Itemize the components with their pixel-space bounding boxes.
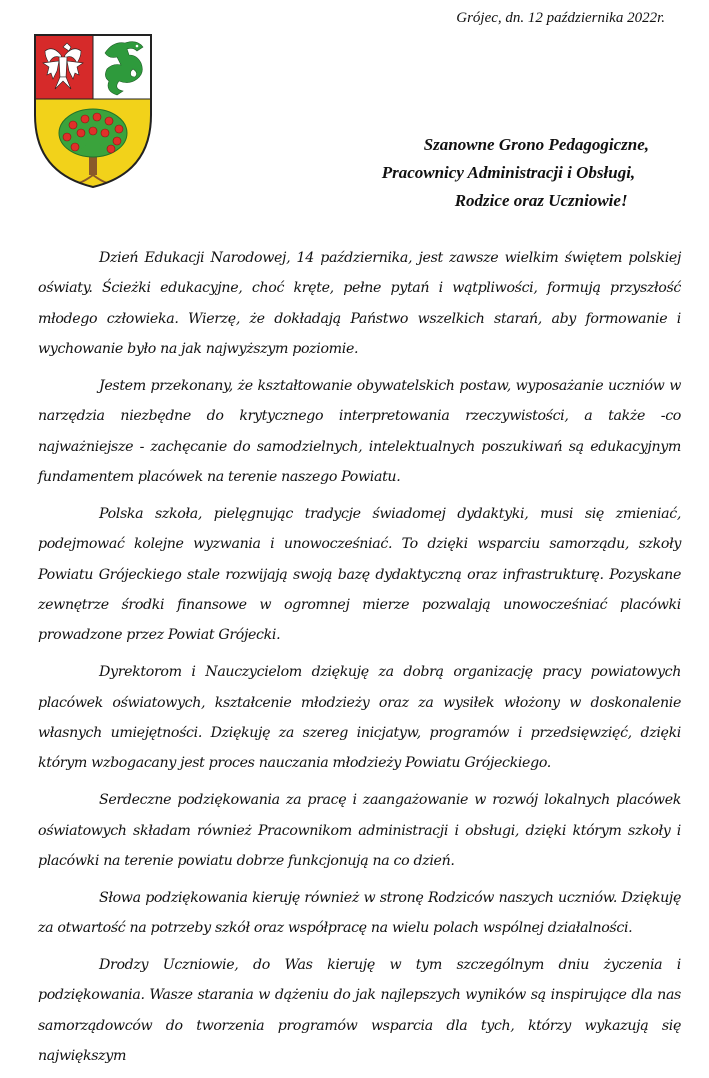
paragraph: Serdeczne podziękowania za pracę i zaangażowanie w rozwój lokalnych placówek oświatowych składam również Pracownikom administracji i obsługi, dzięki którym szkoły i placówki na terenie powiatu dobrze funkcjonują na co dzień. (38, 792, 681, 869)
paragraph: Dyrektorom i Nauczycielom dziękuję za dobrą organizację pracy powiatowych placówek oświatowych, kształcenie młodzieży oraz za wysiłek włożony w doskonalenie własnych umiejętności. Dziękuję za szereg inicjatyw, programów i przedsięwzięć, dzięki którym wzbogacany jest proces nauczania młodzieży Powiatu Grójeckiego. (38, 664, 681, 772)
greeting-line-3: Rodzice oraz Uczniowie! (454, 191, 628, 210)
paragraph: Słowa podziękowania kieruję również w stronę Rodziców naszych uczniów. Dziękuję za otwartość na potrzeby szkół oraz współpracę na wielu polach wspólnej działalności. (38, 889, 681, 937)
paragraph: Jestem przekonany, że kształtowanie obywatelskich postaw, wyposażanie uczniów w narzędzia niezbędne do krytycznego interpretowania rzeczywistości, a także -co najważniejsze - zachęcanie do samodzielnych, intelektualnych poszukiwań są edukacyjnym fundamentem placówek na terenie naszego Powiatu. (38, 377, 681, 486)
paragraph: Drodzy Uczniowie, do Was kieruję w tym szczególnym dniu życzenia i podziękowania. Wasze starania w dążeniu do jak najlepszych wyników są inspirujące dla nas samorządowców do tworzenia programów wsparcia dla tych, którzy wykazują się największym (38, 956, 681, 1064)
letter-body (38, 243, 681, 1078)
date-line: Grójec, dn. 12 października 2022r. (456, 10, 665, 26)
greeting-line-1: Szanowne Grono Pedagogiczne, (423, 135, 649, 154)
paragraph: Polska szkoła, pielęgnując tradycje świadomej dydaktyki, musi się zmieniać, podejmować kolejne wyzwania i unowocześniać. To dzięki wsparciu samorządu, szkoły Powiatu Grójeckiego stale rozwijają swoją bazę dydaktyczną oraz infrastrukturę. Pozyskane zewnętrze środki finansowe w ogromnej mierze pozwalają unowocześniać placówki prowadzone przez Powiat Grójecki. (38, 505, 681, 644)
coat-of-arms-icon (33, 33, 153, 189)
greeting-block (382, 131, 649, 215)
paragraph: Dzień Edukacji Narodowej, 14 października, jest zawsze wielkim świętem polskiej oświaty. Ścieżki edukacyjne, choć kręte, pełne pytań i wątpliwości, formują przyszłość młodego człowieka. Wierzę, że dokładają Państwo wszelkich starań, aby formowanie i wychowanie było na jak najwyższym poziomie. (38, 250, 681, 358)
greeting-line-2: Pracownicy Administracji i Obsługi, (381, 163, 636, 182)
